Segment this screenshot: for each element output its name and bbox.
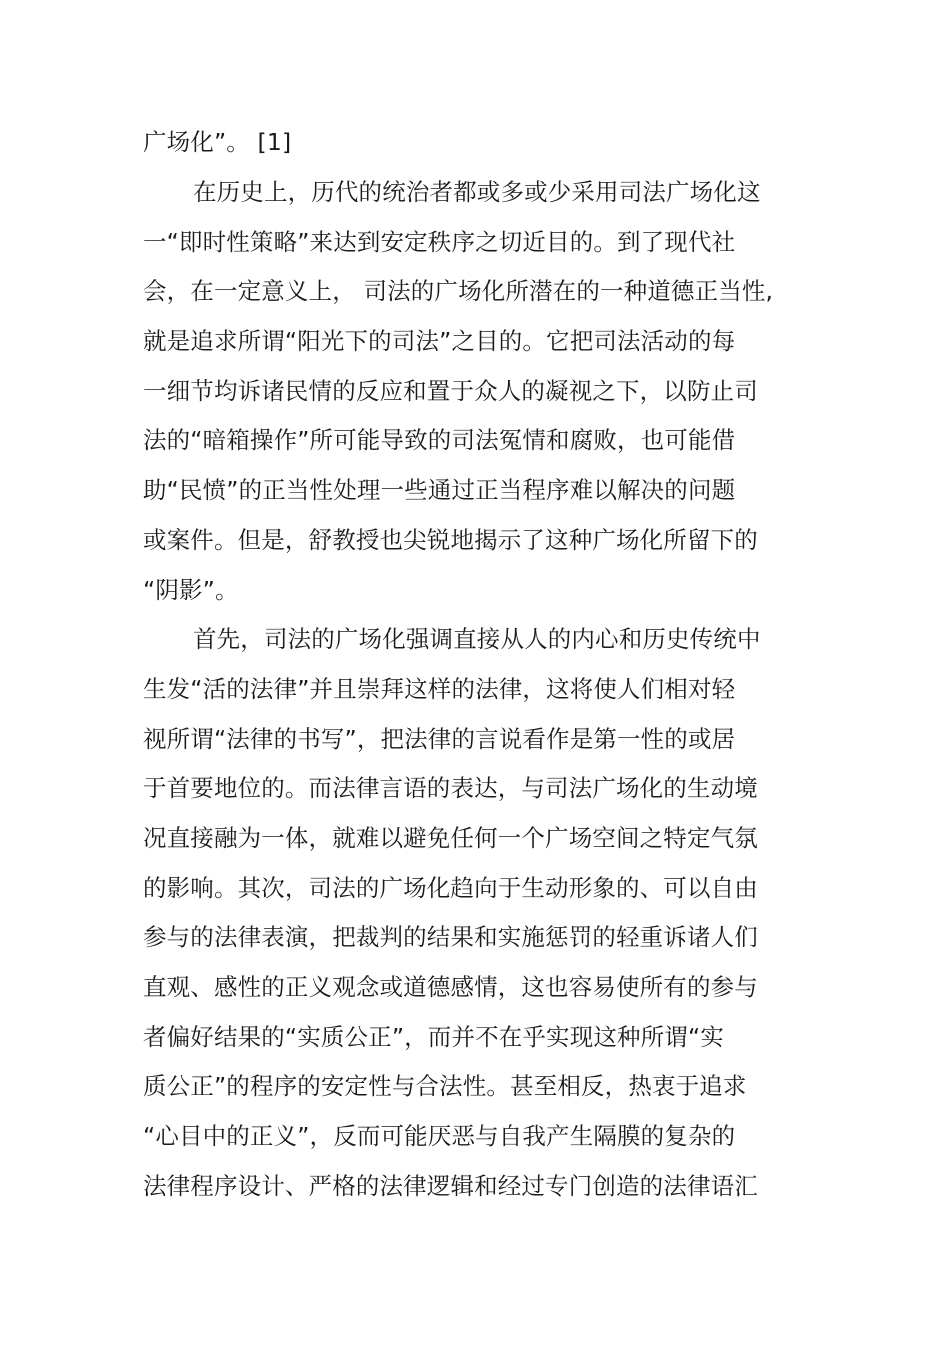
- paragraph-1-line-3: 会，在一定意义上， 司法的广场化所潜在的一种道德正当性,: [143, 277, 774, 305]
- paragraph-1-line-6: 法的“暗箱操作”所可能导致的司法冤情和腐败，也可能借: [143, 426, 736, 454]
- paragraph-1-line-8: 或案件。但是，舒教授也尖锐地揭示了这种广场化所留下的: [143, 526, 758, 554]
- paragraph-1-line-1: 在历史上，历代的统治者都或多或少采用司法广场化这: [193, 178, 761, 206]
- paragraph-2-line-12: 法律程序设计、严格的法律逻辑和经过专门创造的法律语汇: [143, 1172, 758, 1200]
- paragraph-2-line-7: 参与的法律表演，把裁判的结果和实施惩罚的轻重诉诸人们: [143, 923, 758, 951]
- paragraph-2-line-2: 生发“活的法律”并且崇拜这样的法律，这将使人们相对轻: [143, 675, 736, 703]
- paragraph-2-line-9: 者偏好结果的“实质公正”，而并不在乎实现这种所谓“实: [143, 1023, 724, 1051]
- paragraph-2-line-5: 况直接融为一体，就难以避免任何一个广场空间之特定气氛: [143, 824, 758, 852]
- paragraph-2-line-10: 质公正”的程序的安定性与合法性。甚至相反，热衷于追求: [143, 1072, 747, 1100]
- paragraph-2-line-8: 直观、感性的正义观念或道德感情，这也容易使所有的参与: [143, 973, 758, 1001]
- paragraph-1-line-9: “阴影”。: [143, 576, 239, 604]
- paragraph-1-line-4: 就是追求所谓“阳光下的司法”之目的。它把司法活动的每: [143, 327, 736, 355]
- paragraph-1-line-5: 一细节均诉诸民情的反应和置于众人的凝视之下，以防止司: [143, 377, 758, 405]
- paragraph-2-line-1: 首先，司法的广场化强调直接从人的内心和历史传统中: [193, 625, 761, 653]
- paragraph-1-line-7: 助“民愤”的正当性处理一些通过正当程序难以解决的问题: [143, 476, 736, 504]
- paragraph-2-line-6: 的影响。其次，司法的广场化趋向于生动形象的、可以自由: [143, 874, 758, 902]
- paragraph-2-line-11: “心目中的正义”，反而可能厌恶与自我产生隔膜的复杂的: [143, 1122, 736, 1150]
- paragraph-1-line-2: 一“即时性策略”来达到安定秩序之切近目的。到了现代社: [143, 228, 736, 256]
- text-line-1: 广场化”。 [1]: [143, 128, 292, 156]
- paragraph-2-line-3: 视所谓“法律的书写”，把法律的言说看作是第一性的或居: [143, 725, 736, 753]
- paragraph-2-line-4: 于首要地位的。而法律言语的表达，与司法广场化的生动境: [143, 774, 758, 802]
